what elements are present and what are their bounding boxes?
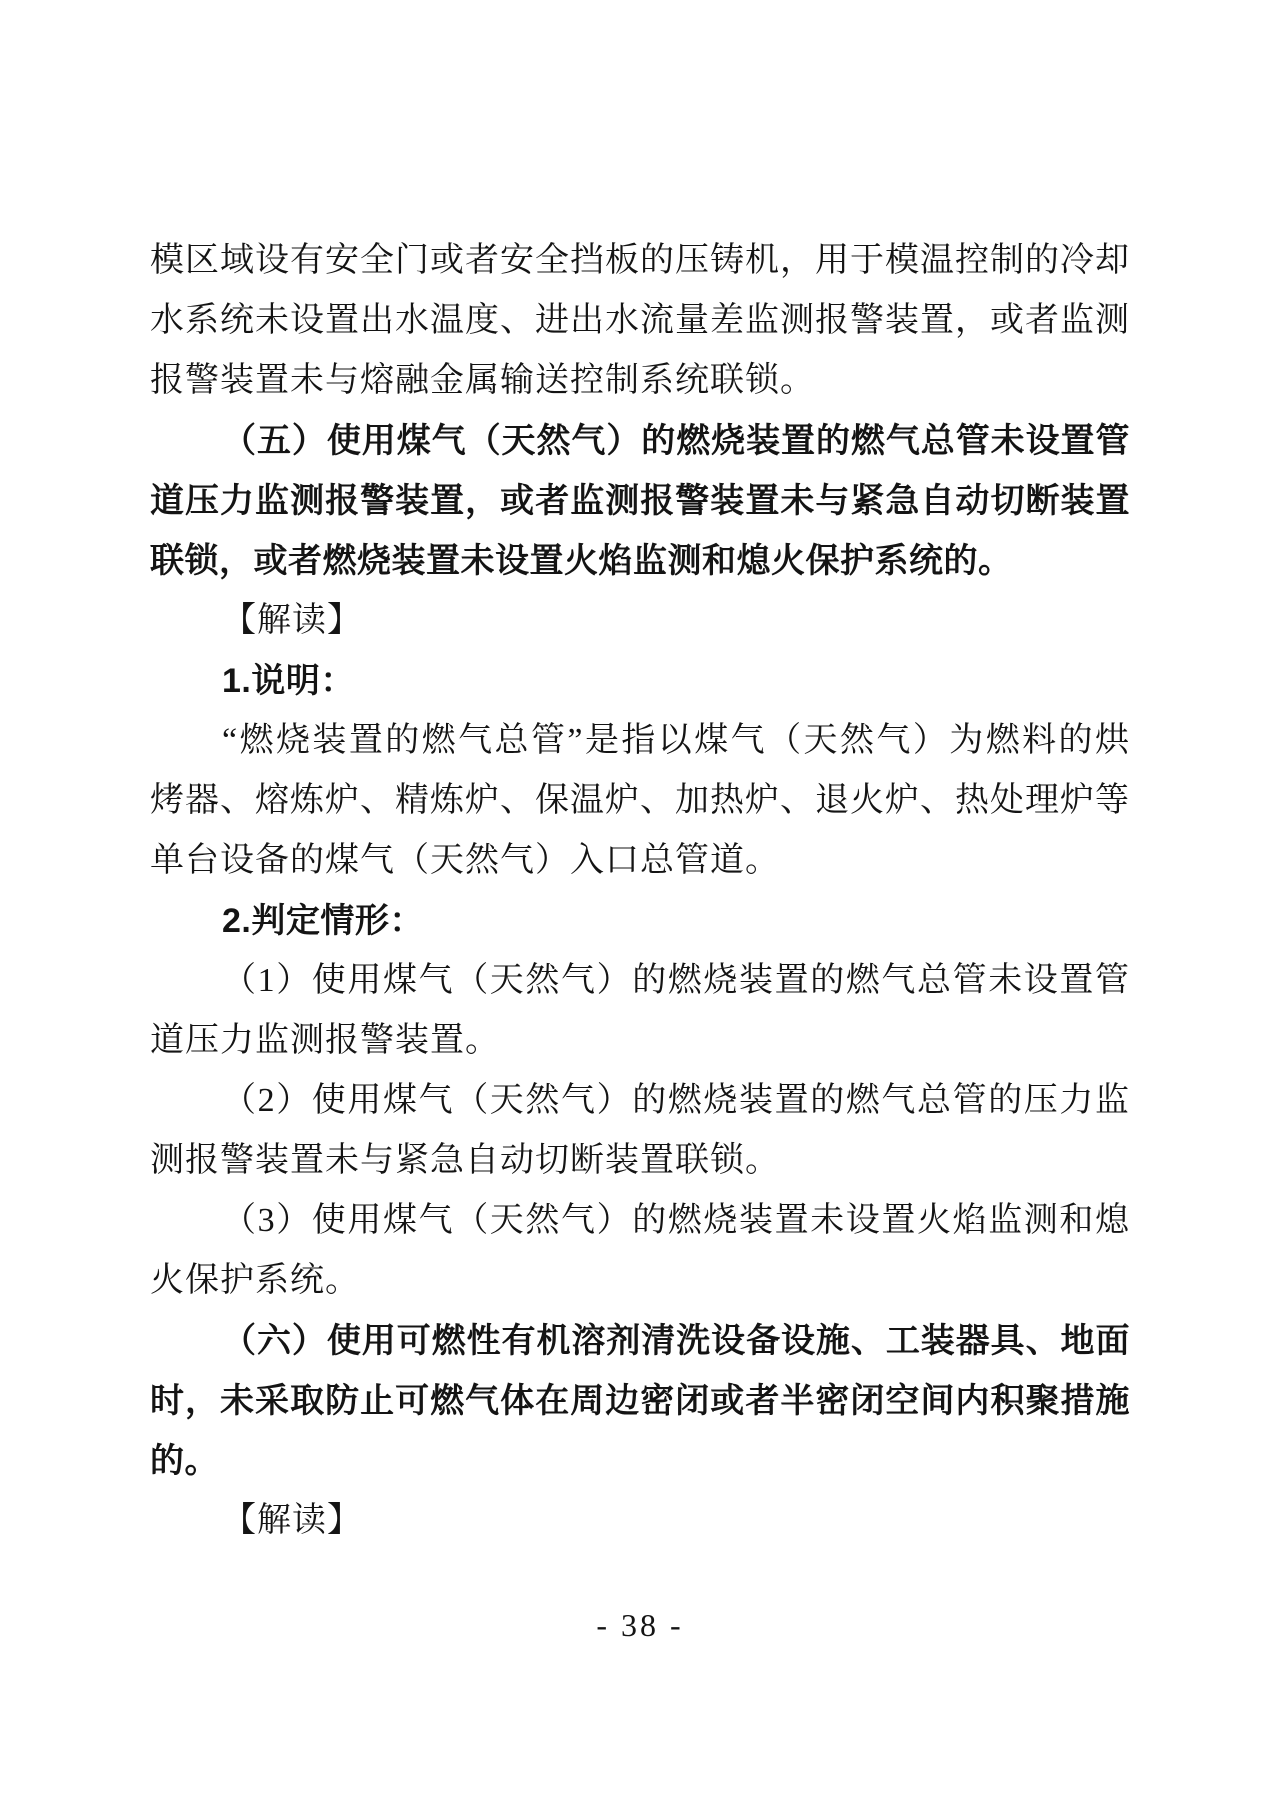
- text-line: 联锁，或者燃烧装置未设置火焰监测和熄火保护系统的。: [150, 542, 1013, 580]
- body-paragraph: [150, 591, 1130, 651]
- body-paragraph: [150, 1071, 1130, 1191]
- body-paragraph: [150, 951, 1130, 1071]
- bold-paragraph: [150, 1311, 1130, 1491]
- document-body: [150, 231, 1130, 1551]
- text-line: 火保护系统。: [150, 1262, 360, 1299]
- text-line: 烤器、熔炼炉、精炼炉、保温炉、加热炉、退火炉、热处理炉等: [150, 782, 1130, 819]
- text-line: 【解读】: [222, 1502, 362, 1539]
- bold-paragraph: [150, 411, 1130, 591]
- text-line: 时，未采取防止可燃气体在周边密闭或者半密闭空间内积聚措施: [150, 1382, 1130, 1420]
- text-line: 模区域设有安全门或者安全挡板的压铸机，用于模温控制的冷却: [150, 242, 1130, 279]
- text-line: 2.判定情形：: [222, 902, 424, 940]
- text-line: （3）使用煤气（天然气）的燃烧装置未设置火焰监测和熄: [222, 1202, 1130, 1239]
- text-line: （2）使用煤气（天然气）的燃烧装置的燃气总管的压力监: [222, 1082, 1130, 1119]
- text-line: “燃烧装置的燃气总管”是指以煤气（天然气）为燃料的烘: [222, 722, 1130, 759]
- page-number: - 38 -: [596, 1607, 684, 1643]
- text-line: 测报警装置未与紧急自动切断装置联锁。: [150, 1142, 780, 1179]
- text-line: 水系统未设置出水温度、进出水流量差监测报警装置，或者监测: [150, 302, 1130, 339]
- body-paragraph: [150, 231, 1130, 411]
- text-line: 单台设备的煤气（天然气）入口总管道。: [150, 842, 780, 879]
- body-paragraph: [150, 1191, 1130, 1311]
- text-line: 1.说明：: [222, 662, 355, 700]
- text-line: （五）使用煤气（天然气）的燃烧装置的燃气总管未设置管: [222, 422, 1130, 460]
- bold-paragraph: [150, 891, 1130, 951]
- text-line: 报警装置未与熔融金属输送控制系统联锁。: [150, 362, 815, 399]
- text-line: 道压力监测报警装置，或者监测报警装置未与紧急自动切断装置: [150, 482, 1130, 520]
- text-line: （1）使用煤气（天然气）的燃烧装置的燃气总管未设置管: [222, 962, 1130, 999]
- text-line: 道压力监测报警装置。: [150, 1022, 500, 1059]
- text-line: 【解读】: [222, 602, 362, 639]
- text-line: 的。: [150, 1442, 219, 1480]
- body-paragraph: [150, 1491, 1130, 1551]
- text-line: （六）使用可燃性有机溶剂清洗设备设施、工装器具、地面: [222, 1322, 1130, 1360]
- bold-paragraph: [150, 651, 1130, 711]
- body-paragraph: [150, 711, 1130, 891]
